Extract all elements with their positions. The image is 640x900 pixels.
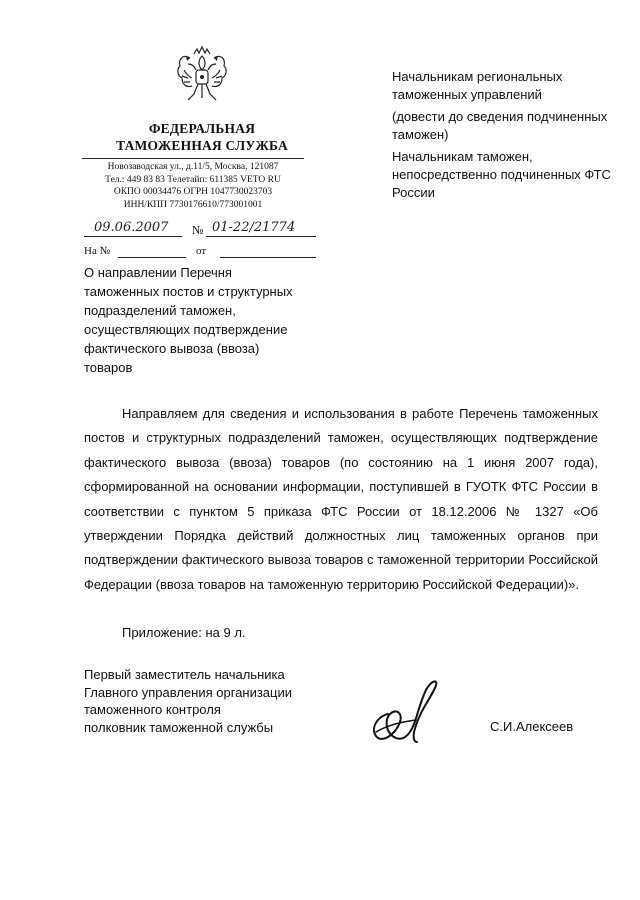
signer-name: С.И.Алексеев: [490, 719, 574, 734]
signer-title-line: полковник таможенной службы: [84, 719, 274, 735]
signer-title-line: Первый заместитель начальника: [84, 667, 285, 682]
document-date: 09.06.2007: [94, 220, 169, 235]
organization-name: [92, 120, 312, 154]
ot-underline: [220, 257, 316, 258]
addressee-line2: (довести до сведения подчиненных таможен): [392, 109, 608, 142]
addressee-line1: Начальникам региональных таможенных управлений: [392, 69, 563, 102]
double-headed-eagle-emblem-icon: [174, 44, 230, 108]
signer-title: [84, 666, 364, 736]
subject-line: фактического вывоза (ввоза): [84, 341, 260, 356]
body-paragraph: Направляем для сведения и использования в работе Перечень таможенных постов и структурных подразделений таможен, осуществляющих подтверждение фактического вывоза (ввоза) товаров (по состоянию на 1 июня 2007 года), сформированной на основании информации, поступившей в ГУОТК ФТС России в соответствии с пунктом 5 приказа ФТС России от 18.12.2006 № 1327 «Об утверждении Порядка действий должностных лиц таможенных органов при подтверждении фактического вывоза товаров с таможенной территории Российской Федерации (ввоза товаров на таможенную территорию Российской Федерации)».: [84, 406, 598, 592]
incoming-reference-row: [84, 245, 316, 261]
document-number: 01-22/21774: [212, 220, 296, 235]
subject-line: осуществляющих подтверждение: [84, 322, 288, 337]
number-sign: №: [192, 223, 204, 237]
org-address: Новозаводская ул., д.11/5, Москва, 121087: [107, 162, 279, 172]
subject-line: подразделений таможен,: [84, 303, 236, 318]
signer-title-line: Главного управления организации: [84, 684, 292, 700]
organization-details: [82, 161, 304, 211]
subject-line: товаров: [84, 360, 133, 375]
na-label: На №: [84, 245, 111, 257]
ot-label: от: [196, 245, 207, 257]
org-name-line2: ТАМОЖЕННАЯ СЛУЖБА: [116, 138, 288, 153]
subject-block: [84, 263, 314, 377]
addressee-block: [392, 68, 622, 206]
number-underline: [206, 236, 316, 237]
org-name-line1: ФЕДЕРАЛЬНАЯ: [148, 121, 256, 136]
date-underline: [84, 236, 182, 237]
org-inn: ИНН/КПП 7730176610/773001001: [123, 199, 263, 210]
attachment-note: Приложение: на 9 л.: [122, 625, 246, 640]
reference-row: [84, 220, 316, 242]
subject-line: таможенных постов и структурных: [84, 284, 293, 299]
addressee-line3: Начальникам таможен, непосредственно подчиненных ФТС России: [392, 149, 611, 200]
handwritten-signature-icon: [346, 672, 466, 752]
subject-line: О направлении Перечня: [84, 265, 232, 280]
org-phone: Тел.: 449 83 83 Телетайп: 611385 VETO RU: [105, 174, 281, 185]
org-okpo: ОКПО 00034476 ОГРН 1047730023703: [113, 187, 273, 197]
signer-title-line: таможенного контроля: [84, 702, 221, 718]
org-divider: [82, 158, 304, 159]
na-underline: [118, 257, 186, 258]
